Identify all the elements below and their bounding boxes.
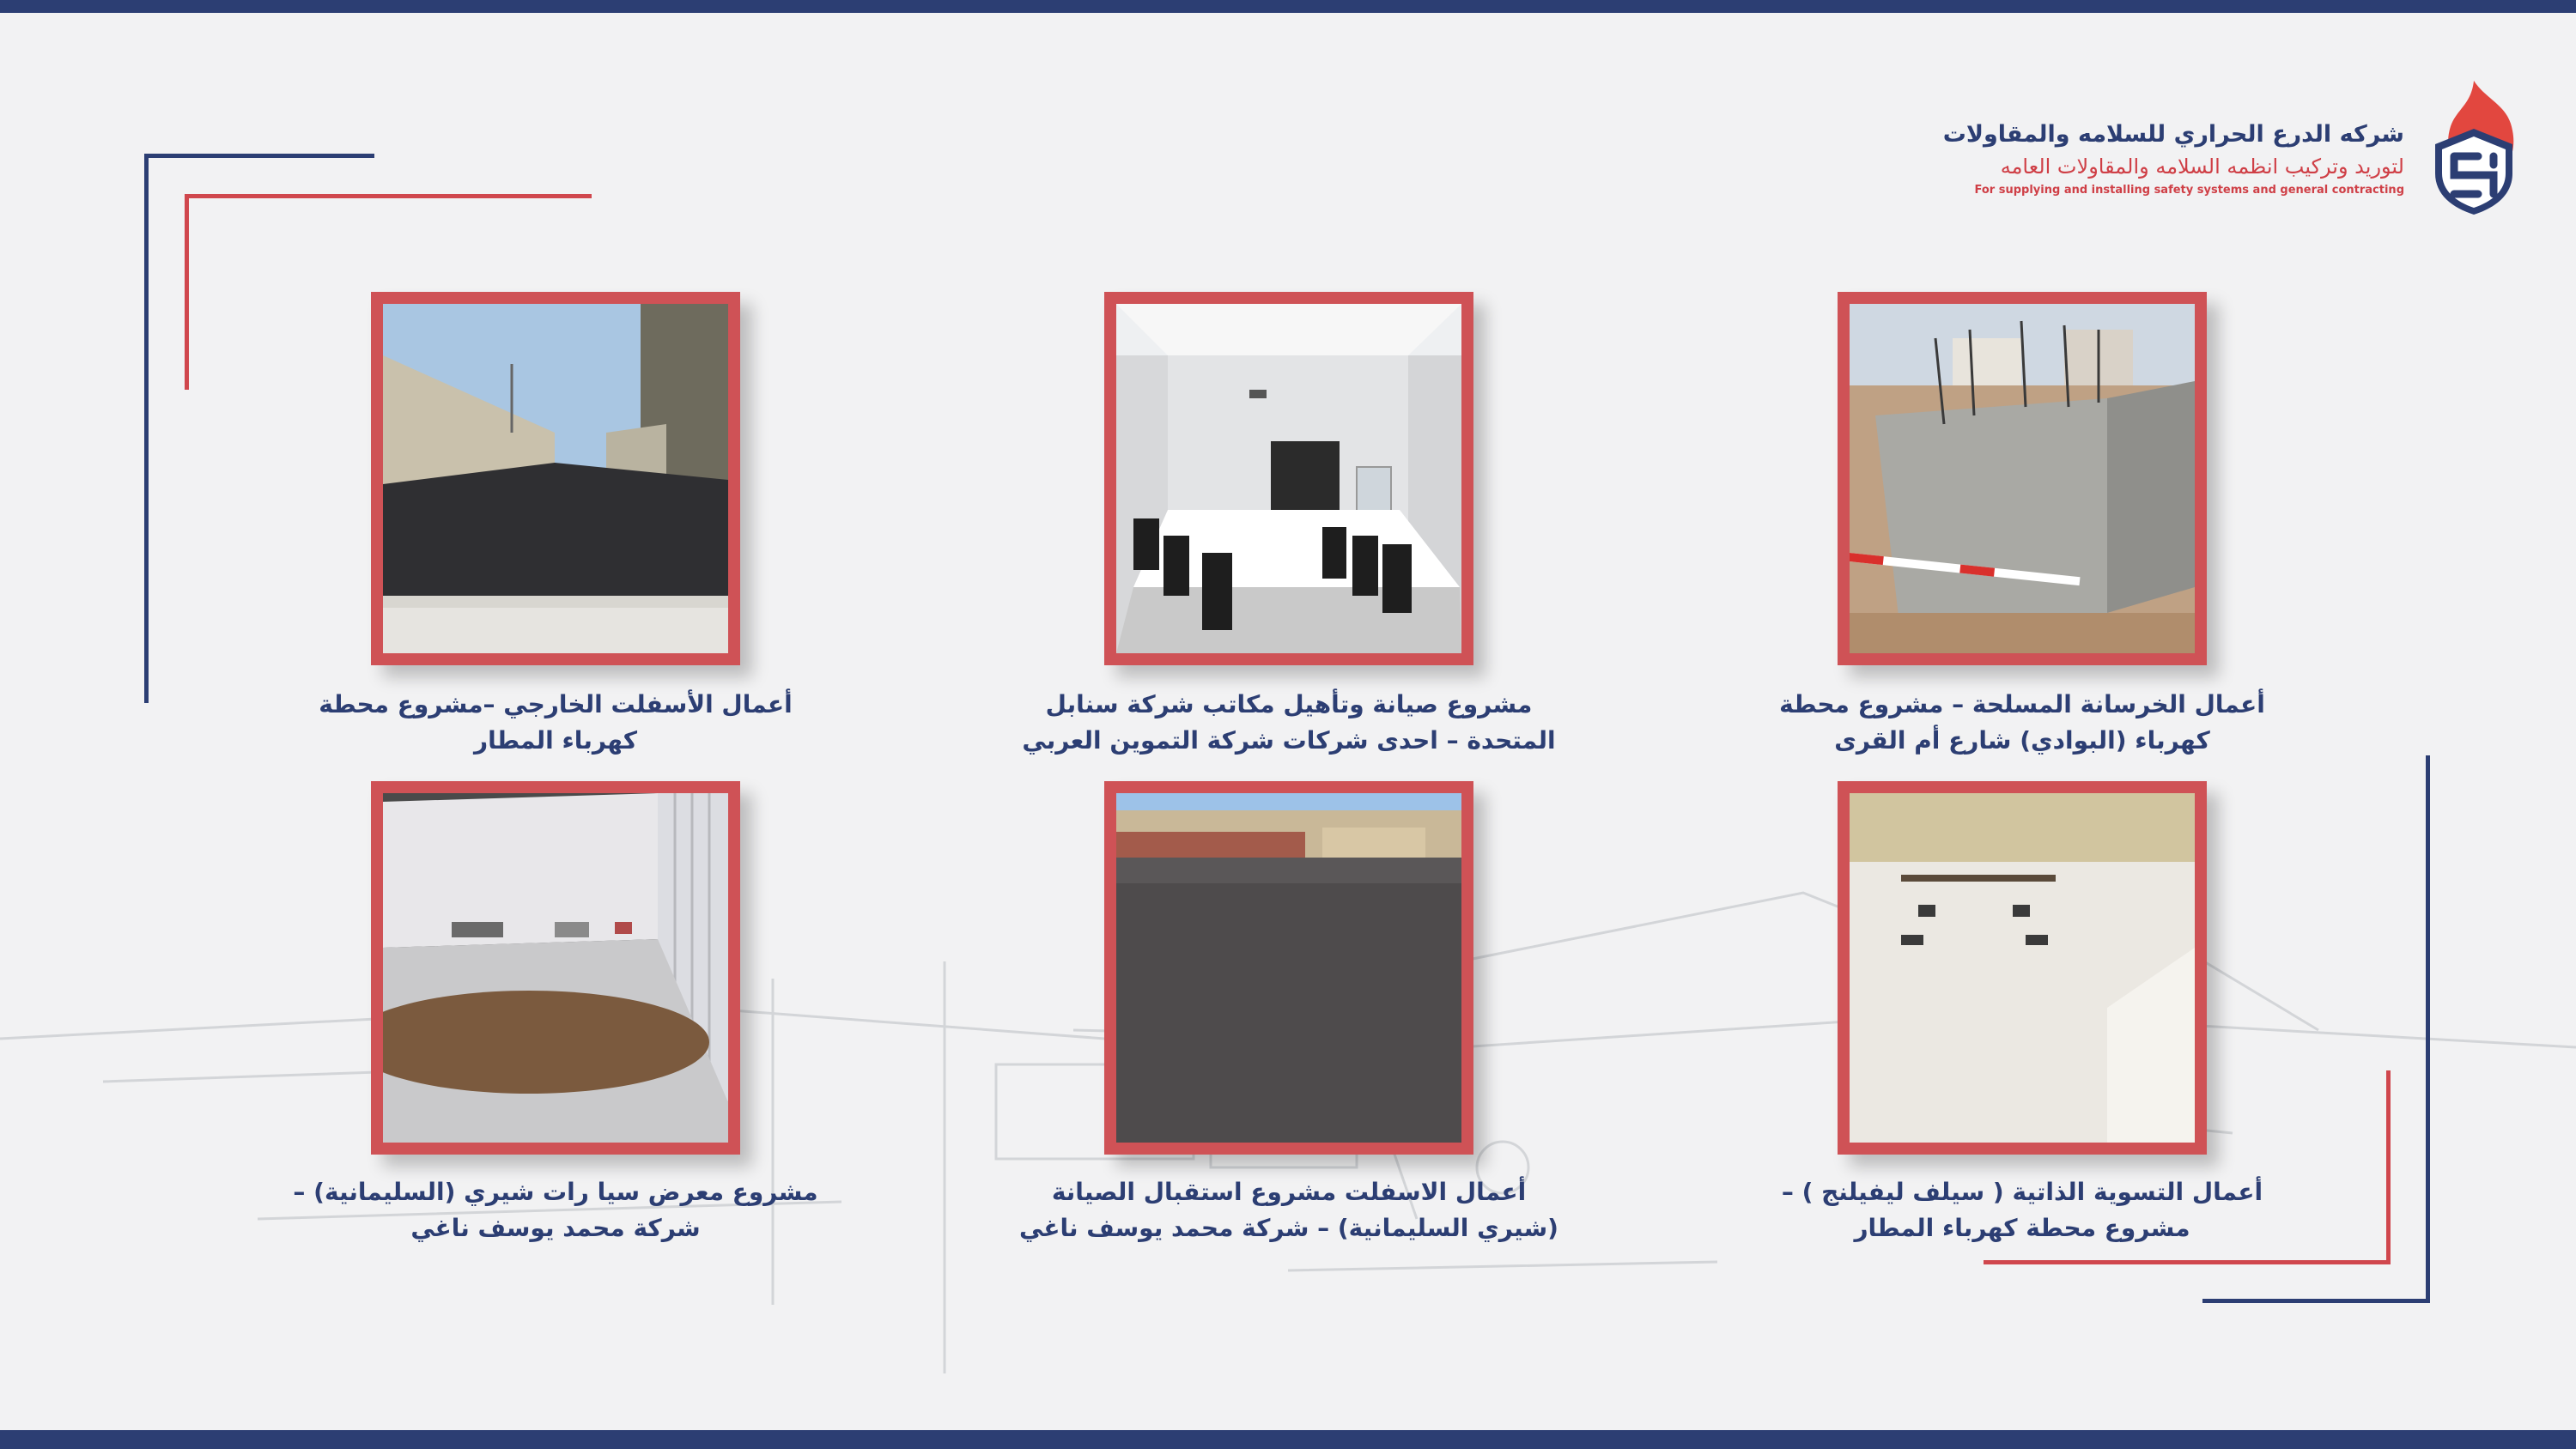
corner-line-bottom-right-red-horizontal [1984, 1260, 2391, 1264]
project-caption-2: مشروع صيانة وتأهيل مكاتب شركة سنابل المتحدة – احدى شركات شركة التموين العربي [1022, 690, 1556, 755]
asphalt-yard-photo [1116, 793, 1461, 1143]
showroom-photo [383, 793, 728, 1143]
project-caption-4: أعمال التسوية الذاتية ( سيلف ليفيلنج ) – مشروع محطة كهرباء المطار [1781, 1178, 2263, 1242]
bottom-bar [0, 1430, 2576, 1449]
company-tagline-en: For supplying and installing safety systems and general contracting [1974, 184, 2404, 197]
asphalt-road-photo [383, 304, 728, 653]
company-name: شركه الدرع الحراري للسلامه والمقاولات [1942, 121, 2404, 148]
self-leveling-floor-photo [1850, 793, 2195, 1143]
corner-line-bottom-right-blue-horizontal [2202, 1299, 2430, 1303]
company-tagline-ar: لتوريد وتركيب انظمه السلامه والمقاولات العامه [2000, 155, 2404, 179]
corner-line-top-left-red-vertical [185, 194, 189, 390]
corner-line-top-left-blue-vertical [144, 154, 149, 703]
project-caption-3: أعمال الأسفلت الخارجي –مشروع محطة كهرباء المطار [319, 690, 793, 755]
project-caption-5: أعمال الاسفلت مشروع استقبال الصيانة (شيري السليمانية) – شركة محمد يوسف ناغي [1019, 1178, 1558, 1242]
meeting-room-photo [1116, 304, 1461, 653]
project-card-4 [1838, 781, 2207, 1155]
project-caption-6: مشروع معرض سيا رات شيري (السليمانية) – شركة محمد يوسف ناغي [293, 1178, 818, 1242]
company-logo-icon [2427, 79, 2521, 215]
corner-line-top-left-red-horizontal [185, 194, 592, 198]
company-header [1943, 118, 2404, 199]
project-caption-1: أعمال الخرسانة المسلحة – مشروع محطة كهرباء (البوادي) شارع أم القرى [1779, 690, 2265, 755]
project-card-2 [1104, 292, 1473, 665]
project-card-3 [371, 292, 740, 665]
project-card-1 [1838, 292, 2207, 665]
top-bar [0, 0, 2576, 13]
corner-line-top-left-blue-horizontal [144, 154, 374, 158]
project-card-5 [1104, 781, 1473, 1155]
construction-site-photo [1850, 304, 2195, 653]
project-card-6 [371, 781, 740, 1155]
corner-line-bottom-right-red-vertical [2386, 1070, 2391, 1264]
corner-line-bottom-right-blue-vertical [2426, 755, 2430, 1303]
